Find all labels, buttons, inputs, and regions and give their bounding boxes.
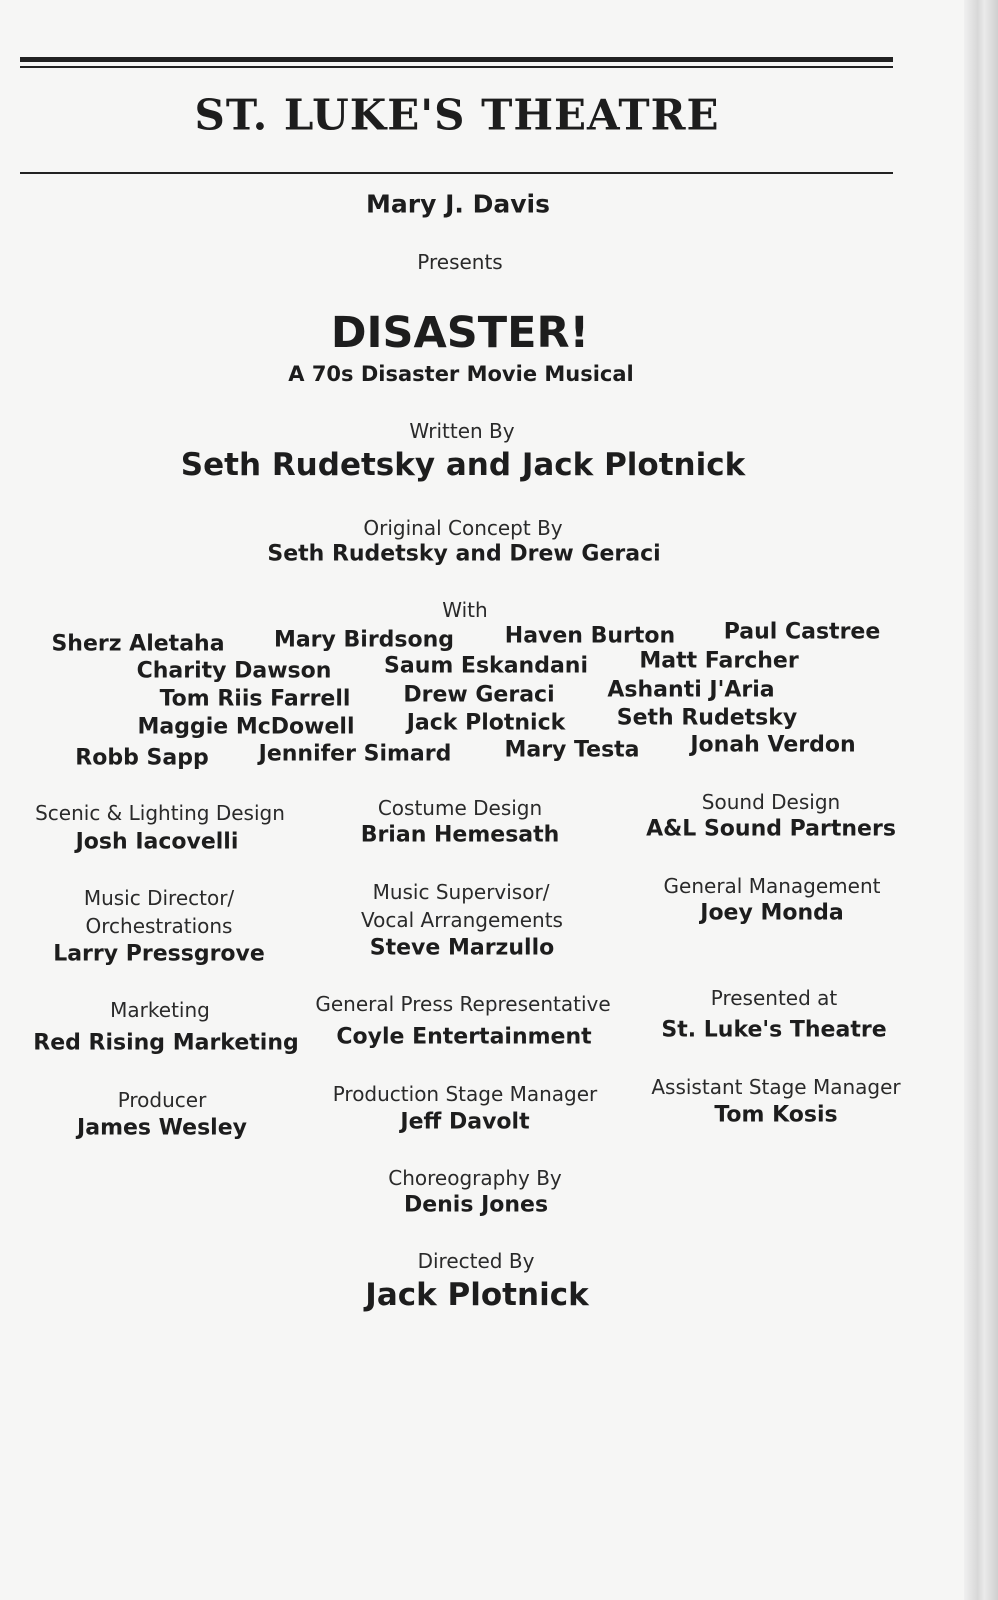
cast-member: Jonah Verdon [690,732,856,758]
show-subtitle: A 70s Disaster Movie Musical [288,362,634,386]
credit-label: Production Stage Manager [332,1082,598,1106]
director-name: Jack Plotnick [365,1277,589,1313]
director-label: Directed By [417,1249,535,1273]
cast-member: Haven Burton [504,623,676,649]
credit-label: Assistant Stage Manager [651,1075,901,1099]
credit-name: James Wesley [77,1115,247,1141]
theatre-title: ST. LUKE'S THEATRE [194,90,720,140]
credit-label: General Management [663,874,881,898]
show-title: DISASTER! [330,308,590,358]
credit-label: Music Director/ [83,886,235,910]
written-by-label: Written By [409,419,515,443]
credit-label: Presented at [710,986,838,1010]
credit-name: Joey Monda [700,900,844,926]
cast-member: Paul Castree [723,619,881,645]
credit-label: Choreography By [388,1166,562,1190]
cast-member: Seth Rudetsky [616,705,798,731]
cast-member: Mary Testa [504,737,640,763]
cast-member: Mary Birdsong [273,627,455,653]
cast-member: Sherz Aletaha [51,631,225,657]
header-rule-thin [20,66,893,68]
credit-name: Jeff Davolt [400,1109,530,1135]
credit-label: Producer [117,1088,207,1112]
credit-name: Steve Marzullo [369,935,555,961]
presenter: Mary J. Davis [366,189,550,219]
concept-label: Original Concept By [363,516,563,540]
cast-member: Saum Eskandani [384,653,588,679]
credit-name: Josh Iacovelli [75,829,239,855]
credit-label: Music Supervisor/ [372,880,550,904]
credit-name: Red Rising Marketing [33,1030,299,1056]
credit-name: Tom Kosis [714,1102,838,1128]
cast-member: Tom Riis Farrell [159,686,351,712]
credit-name: Denis Jones [403,1192,549,1218]
concept-names: Seth Rudetsky and Drew Geraci [267,541,661,567]
cast-member: Jack Plotnick [406,710,566,736]
cast-member: Robb Sapp [75,745,209,771]
credit-name: Larry Pressgrove [53,941,265,967]
with-label: With [442,598,488,622]
credit-label: Orchestrations [85,914,233,938]
presents-label: Presents [417,250,503,274]
credit-name: A&L Sound Partners [646,816,896,842]
credit-label: Vocal Arrangements [361,908,563,932]
cast-member: Maggie McDowell [137,714,355,740]
credit-name: Coyle Entertainment [336,1024,592,1050]
credit-label: Scenic & Lighting Design [35,801,285,825]
cast-member: Matt Farcher [639,648,799,674]
credit-name: Brian Hemesath [360,822,560,848]
writers: Seth Rudetsky and Jack Plotnick [180,447,746,483]
header-rule-thick [20,57,893,62]
credit-label: General Press Representative [315,992,611,1016]
credit-label: Costume Design [377,796,543,820]
page-edge-shadow [964,0,998,1600]
credit-label: Marketing [110,998,210,1022]
credit-label: Sound Design [701,790,841,814]
header-rule-bottom [20,172,893,174]
cast-member: Jennifer Simard [258,741,452,767]
cast-member: Charity Dawson [136,658,332,684]
credit-name: St. Luke's Theatre [661,1017,887,1043]
cast-member: Ashanti J'Aria [607,677,775,703]
cast-member: Drew Geraci [403,682,555,708]
